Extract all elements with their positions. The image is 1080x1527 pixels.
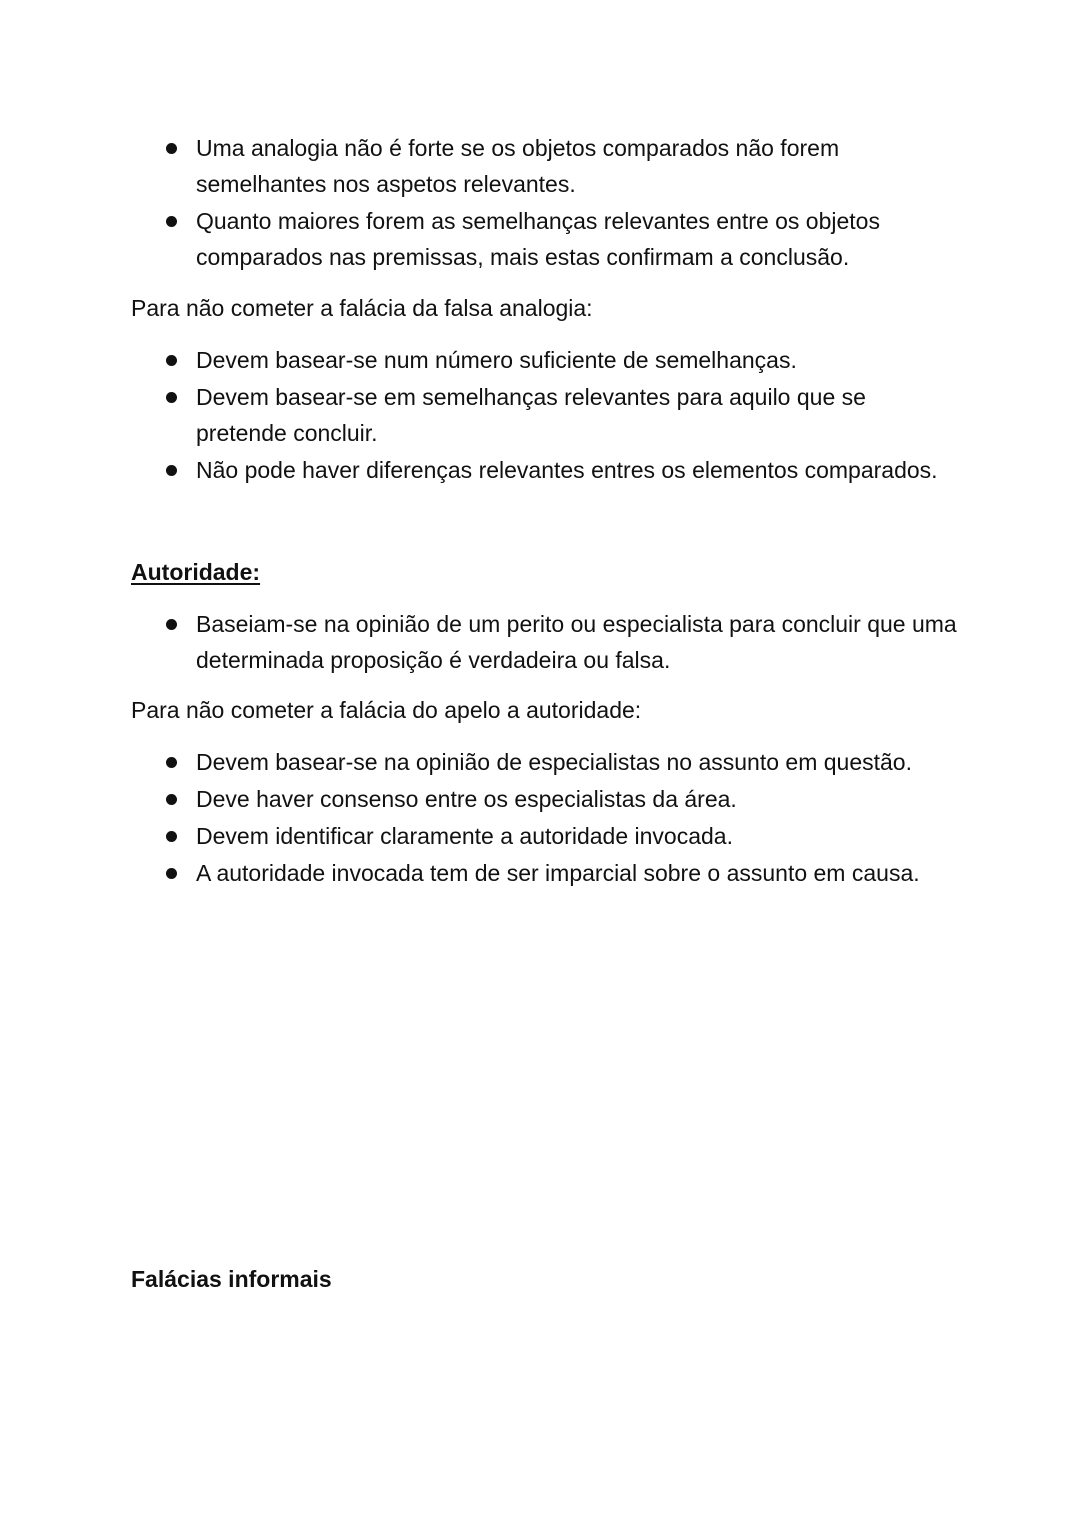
bullet-icon — [166, 757, 177, 768]
list-item — [131, 452, 1056, 488]
authority-rules-list — [131, 744, 991, 892]
bullet-icon — [166, 831, 177, 842]
bullet-icon — [166, 794, 177, 805]
list-item-text: Devem basear-se na opinião de especialistas no assunto em questão. — [196, 749, 912, 775]
informal-fallacies-heading: Falácias informais — [131, 1266, 332, 1292]
bullet-icon — [166, 355, 177, 366]
list-item — [131, 606, 976, 678]
bullet-icon — [166, 143, 177, 154]
list-item — [131, 203, 956, 275]
list-item-text: Devem basear-se em semelhanças relevantes para aquilo que se pretende concluir. — [196, 384, 866, 446]
list-item — [131, 781, 991, 817]
list-item-text: Quanto maiores forem as semelhanças relevantes entre os objetos comparados nas premissas, mais estas confirmam a conclusão. — [196, 208, 880, 270]
list-item — [131, 855, 991, 891]
bullet-icon — [166, 619, 177, 630]
analogy-criteria-list — [131, 130, 991, 276]
list-item-text: Não pode haver diferenças relevantes entres os elementos comparados. — [196, 457, 938, 483]
list-item — [131, 379, 936, 451]
authority-heading: Autoridade: — [131, 559, 261, 585]
list-item-text: Devem identificar claramente a autoridade invocada. — [196, 823, 733, 849]
list-item-text: A autoridade invocada tem de ser imparcial sobre o assunto em causa. — [196, 860, 920, 886]
list-item-text: Deve haver consenso entre os especialistas da área. — [196, 786, 737, 812]
bullet-icon — [166, 392, 177, 403]
list-item — [131, 818, 991, 854]
bullet-icon — [166, 216, 177, 227]
list-item — [131, 744, 991, 780]
list-item — [131, 130, 886, 202]
authority-rule-intro: Para não cometer a falácia do apelo a autoridade: — [131, 697, 642, 723]
list-item — [131, 342, 956, 378]
analogy-rule-intro: Para não cometer a falácia da falsa analogia: — [131, 295, 593, 321]
list-item-text: Baseiam-se na opinião de um perito ou especialista para concluir que uma determinada proposição é verdadeira ou falsa. — [196, 611, 957, 673]
list-item-text: Uma analogia não é forte se os objetos comparados não forem semelhantes nos aspetos relevantes. — [196, 135, 840, 197]
bullet-icon — [166, 868, 177, 879]
analogy-rules-list — [131, 342, 991, 489]
authority-description-list — [131, 606, 991, 679]
list-item-text: Devem basear-se num número suficiente de semelhanças. — [196, 347, 797, 373]
bullet-icon — [166, 465, 177, 476]
